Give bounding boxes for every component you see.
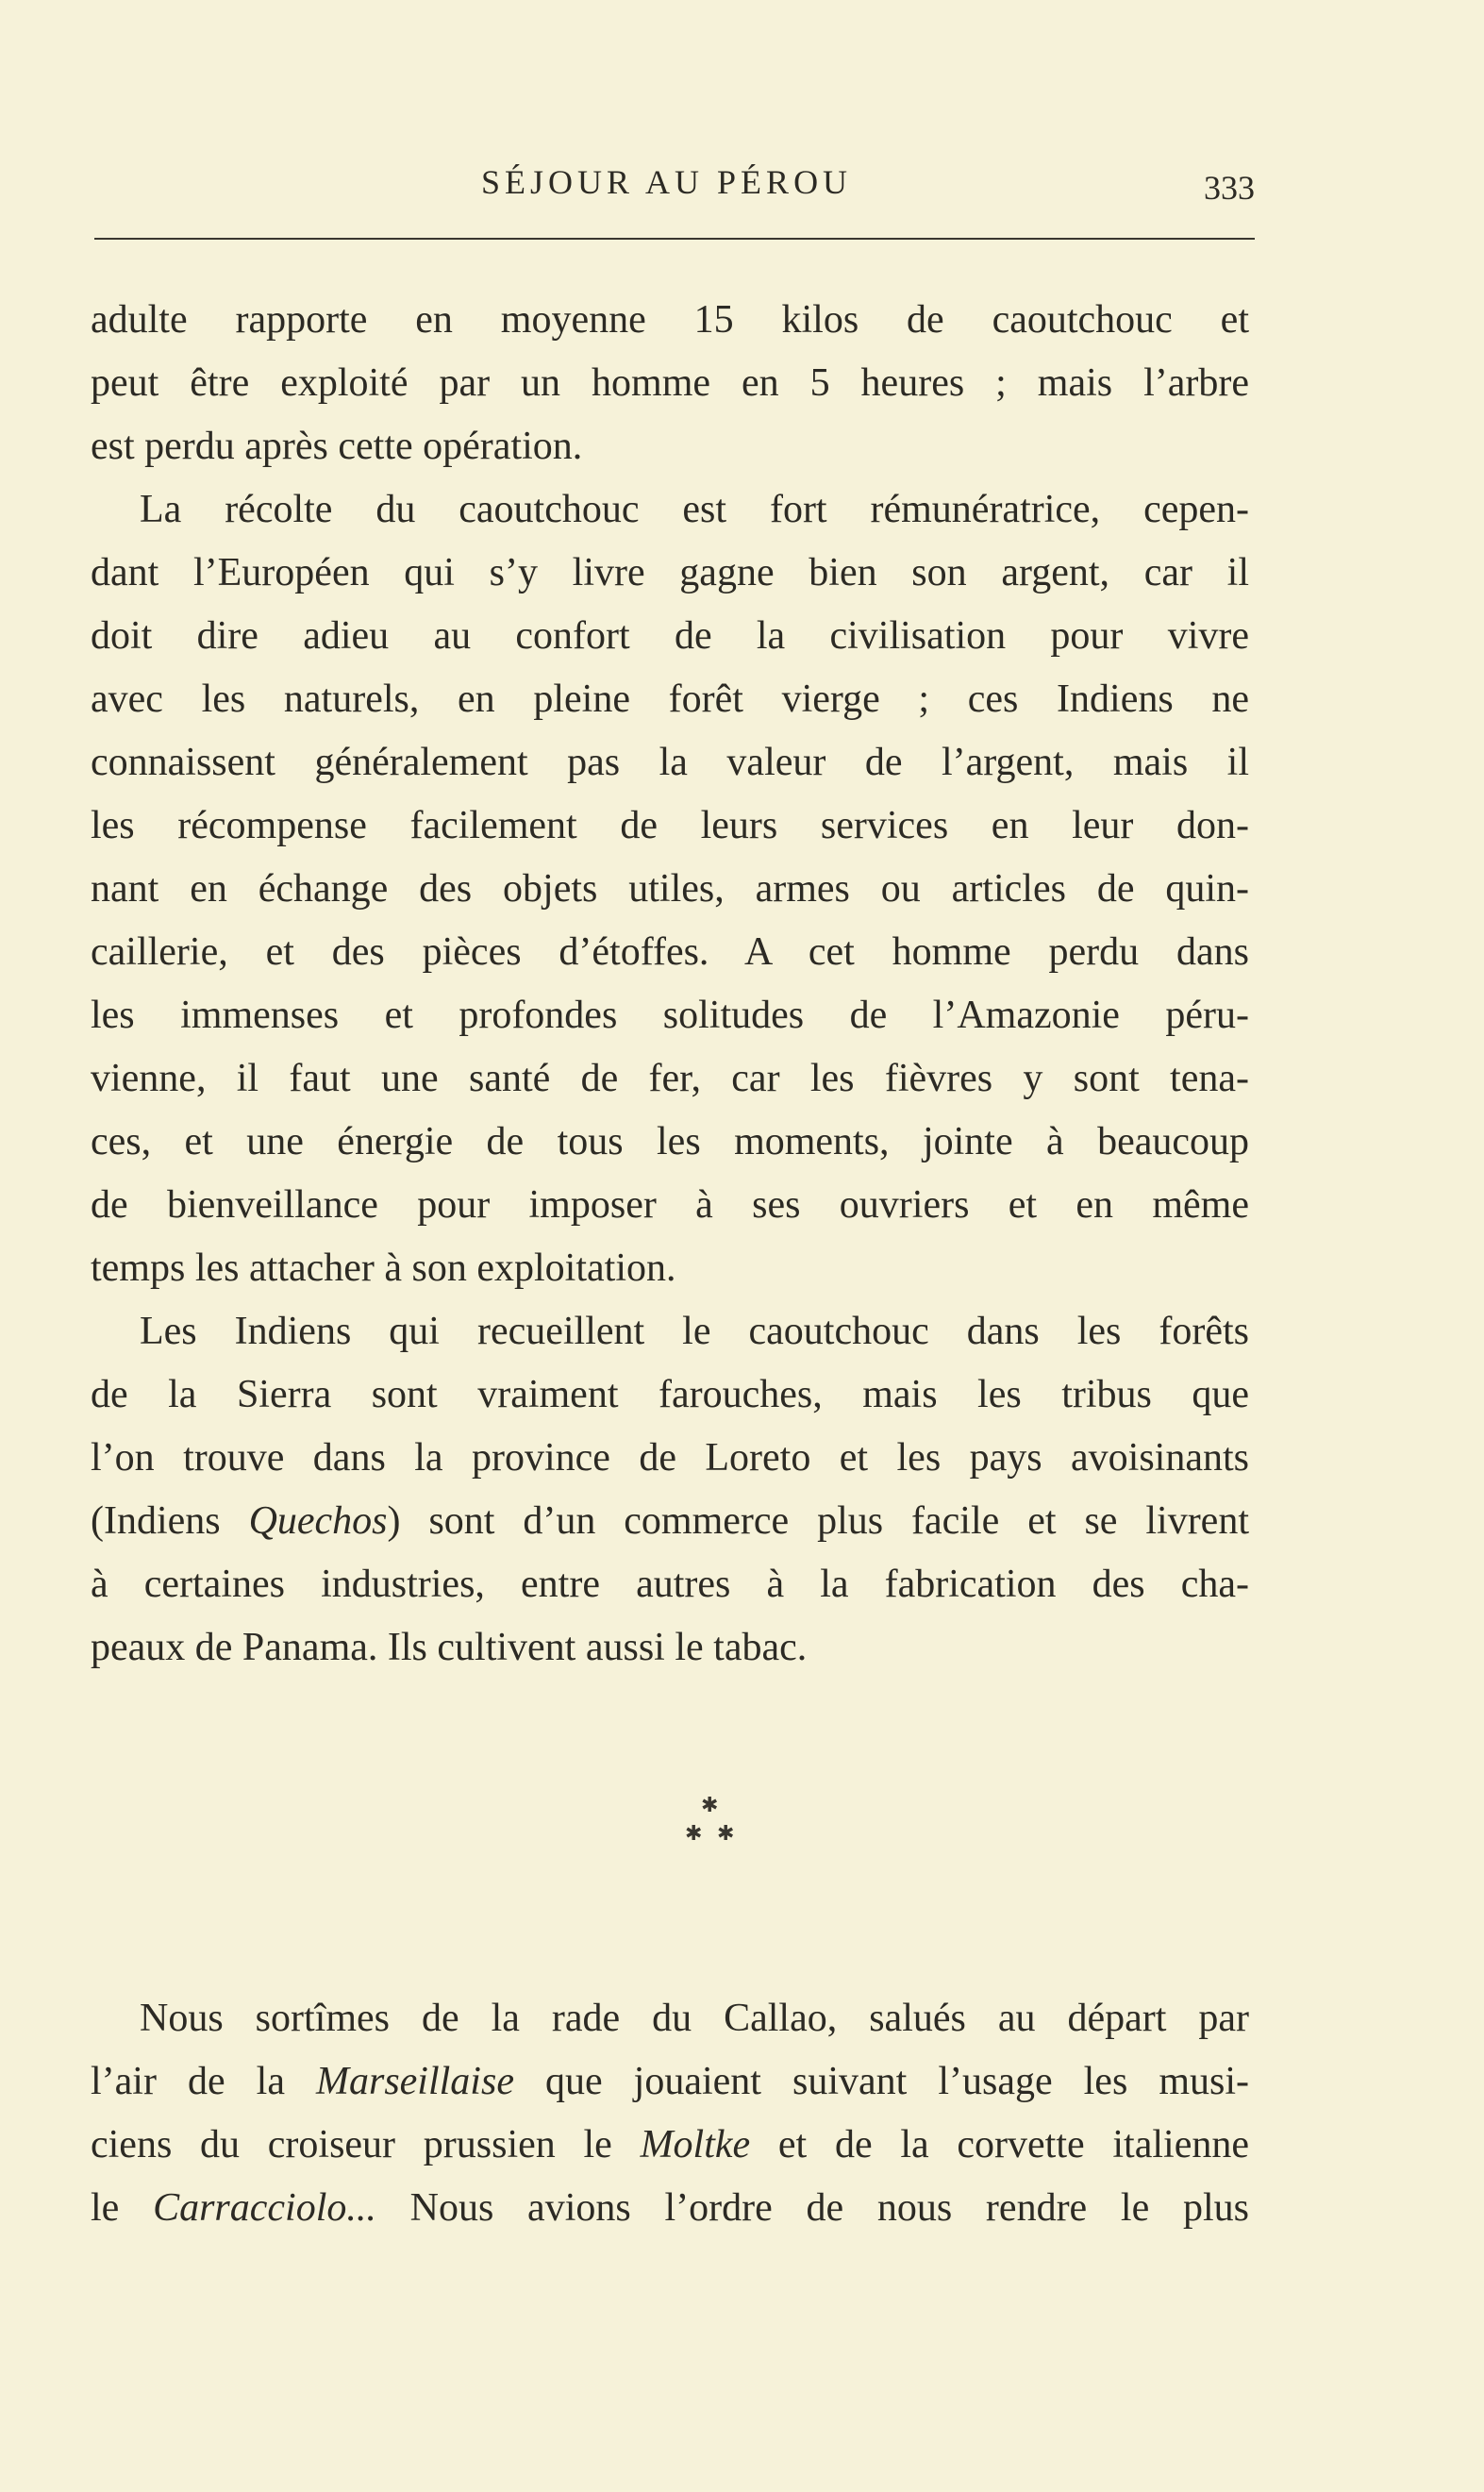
text-line [91, 1490, 1249, 1553]
text-line [91, 2177, 1249, 2240]
text-line: peaux de Panama. Ils cultivent aussi le tabac. [91, 1626, 808, 1669]
text-line: les récompense facilement de leurs services en leur don- [91, 804, 1249, 847]
italic-term-moltke: Moltke [640, 2123, 751, 2166]
page-number: 333 [1204, 169, 1255, 207]
body-text-section-2 [91, 1987, 1249, 2240]
body-text-section-1 [91, 289, 1249, 1680]
text-line: les immenses et profondes solitudes de l’Amazonie péru- [91, 994, 1249, 1037]
header-rule [94, 238, 1255, 240]
text-line: à certaines industries, entre autres à la fabrication des cha- [91, 1563, 1249, 1606]
text-line: peut être exploité par un homme en 5 heures ; mais l’arbre [91, 361, 1249, 405]
text-line: l’on trouve dans la province de Loreto et les pays avoisinants [91, 1436, 1249, 1480]
text-line: avec les naturels, en pleine forêt vierge ; ces Indiens ne [91, 677, 1249, 721]
text-fragment: l’air de la [91, 2060, 316, 2103]
italic-term-carracciolo: Carracciolo... [153, 2186, 376, 2230]
text-fragment: que jouaient suivant l’usage les musi- [513, 2060, 1249, 2103]
text-line: adulte rapporte en moyenne 15 kilos de caoutchouc et [91, 298, 1249, 342]
text-line: temps les attacher à son exploitation. [91, 1246, 676, 1290]
text-line: connaissent généralement pas la valeur de l’argent, mais il [91, 741, 1249, 784]
running-title: SÉJOUR AU PÉROU [481, 163, 853, 201]
text-line: vienne, il faut une santé de fer, car les fièvres y sont tena- [91, 1057, 1249, 1100]
text-fragment: ciens du croiseur prussien le [91, 2123, 641, 2166]
star-icon: ✱ [685, 1821, 703, 1845]
text-line [91, 2050, 1249, 2114]
text-line: La récolte du caoutchouc est fort rémunératrice, cepen- [140, 488, 1249, 531]
text-fragment: le [91, 2186, 154, 2230]
text-fragment: (Indiens [91, 1499, 249, 1543]
text-fragment: et de la corvette italienne [750, 2123, 1249, 2166]
text-line: est perdu après cette opération. [91, 425, 583, 468]
italic-term-marseillaise: Marseillaise [315, 2060, 514, 2103]
text-fragment: ) sont d’un commerce plus facile et se livrent [387, 1499, 1249, 1543]
text-line: Nous sortîmes de la rade du Callao, salués au départ par [140, 1997, 1249, 2040]
text-line: de la Sierra sont vraiment farouches, mais les tribus que [91, 1373, 1249, 1416]
section-break-asterism [685, 1793, 742, 1859]
text-line: doit dire adieu au confort de la civilisation pour vivre [91, 614, 1249, 658]
text-line: ces, et une énergie de tous les moments, jointe à beaucoup [91, 1120, 1249, 1163]
text-line: de bienveillance pour imposer à ses ouvriers et en même [91, 1183, 1249, 1227]
text-line: caillerie, et des pièces d’étoffes. A cet homme perdu dans [91, 930, 1249, 974]
text-line: dant l’Européen qui s’y livre gagne bien son argent, car il [91, 551, 1249, 594]
star-icon: ✱ [717, 1821, 735, 1845]
text-fragment: Nous avions l’ordre de nous rendre le plus [375, 2186, 1250, 2230]
italic-term-quechos: Quechos [248, 1499, 388, 1543]
running-head [94, 162, 1255, 209]
text-line: nant en échange des objets utiles, armes ou articles de quin- [91, 867, 1249, 911]
star-icon: ✱ [701, 1793, 719, 1816]
text-line [91, 2114, 1249, 2177]
text-line: Les Indiens qui recueillent le caoutchouc dans les forêts [140, 1310, 1249, 1353]
